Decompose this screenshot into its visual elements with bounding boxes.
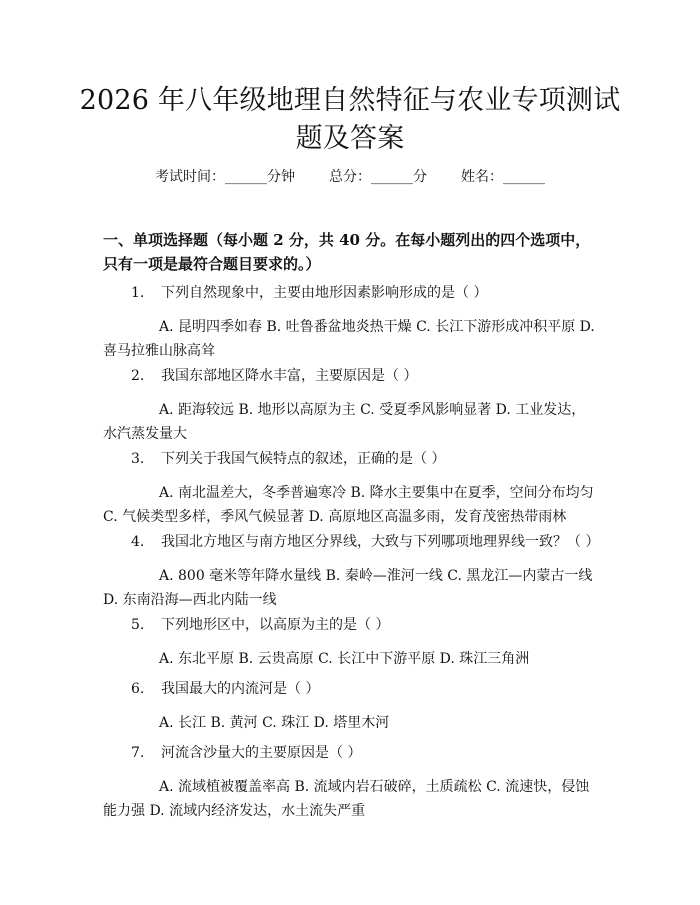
question-1-options: A. 昆明四季如春 B. 吐鲁番盆地炎热干燥 C. 长江下游形成冲积平原 D. 喜马拉雅山脉高耸 <box>103 319 595 359</box>
question-2-stem: 我国东部地区降水丰富，主要原因是（ ） <box>161 368 418 384</box>
question-6 <box>103 677 603 701</box>
question-1-number: 1. <box>131 285 145 301</box>
question-7-number: 7. <box>131 745 145 761</box>
question-4 <box>103 530 603 554</box>
question-6-stem: 我国最大的内流河是（ ） <box>161 681 320 697</box>
question-2 <box>103 364 603 388</box>
section-heading: 一、单项选择题（每小题 2 分，共 40 分。在每小题列出的四个选项中，只有一项是最符合题目要求的。） <box>103 231 591 273</box>
exam-meta-row <box>0 166 700 188</box>
exam-title-line2: 题及答案 <box>295 123 405 154</box>
question-4-options: A. 800 毫米等年降水量线 B. 秦岭—淮河一线 C. 黑龙江—内蒙古一线 D. 东南沿海—西北内陆一线 <box>103 568 593 608</box>
question-4-number: 4. <box>131 534 145 550</box>
question-4-stem: 我国北方地区与南方地区分界线，大致与下列哪项地理界线一致？（ ） <box>161 534 600 550</box>
question-6-options: A. 长江 B. 黄河 C. 珠江 D. 塔里木河 <box>159 715 390 731</box>
question-5-options: A. 东北平原 B. 云贵高原 C. 长江中下游平原 D. 珠江三角洲 <box>159 651 530 667</box>
student-name-field: 姓名：______ <box>461 169 545 185</box>
question-5-stem: 下列地形区中，以高原为主的是（ ） <box>161 617 390 633</box>
total-score-field: 总分：______分 <box>329 169 427 185</box>
question-7-options: A. 流域植被覆盖率高 B. 流域内岩石破碎，土质疏松 C. 流速快，侵蚀能力强 D. 流域内经济发达，水土流失严重 <box>103 779 590 819</box>
question-7 <box>103 741 603 765</box>
question-5-number: 5. <box>131 617 145 633</box>
question-6-number: 6. <box>131 681 145 697</box>
question-7-stem: 河流含沙量大的主要原因是（ ） <box>161 745 362 761</box>
question-2-number: 2. <box>131 368 145 384</box>
question-3-stem: 下列关于我国气候特点的叙述，正确的是（ ） <box>161 451 446 467</box>
question-5 <box>103 613 603 637</box>
question-1-stem: 下列自然现象中，主要由地形因素影响形成的是（ ） <box>161 285 488 301</box>
question-3 <box>103 447 603 471</box>
exam-time-field: 考试时间：______分钟 <box>155 169 295 185</box>
question-1 <box>103 281 603 305</box>
question-3-number: 3. <box>131 451 145 467</box>
exam-title-line1: 2026 年八年级地理自然特征与农业专项测试 <box>79 85 621 116</box>
question-3-options: A. 南北温差大，冬季普遍寒冷 B. 降水主要集中在夏季，空间分布均匀 C. 气候类型多样，季风气候显著 D. 高原地区高温多雨，发育茂密热带雨林 <box>103 485 594 525</box>
question-2-options: A. 距海较远 B. 地形以高原为主 C. 受夏季风影响显著 D. 工业发达，水汽蒸发量大 <box>103 402 586 442</box>
